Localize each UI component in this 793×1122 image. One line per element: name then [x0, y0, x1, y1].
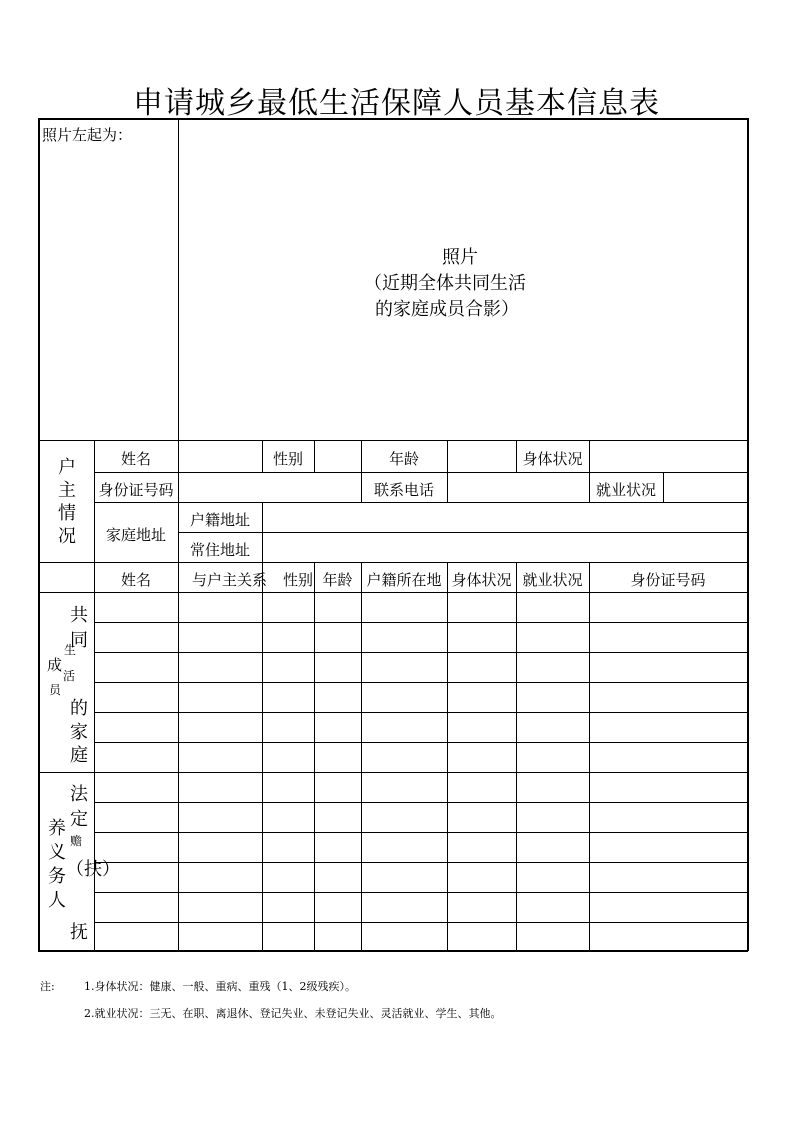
- table-bottom-border: [38, 950, 748, 952]
- label-char: 务: [48, 866, 66, 887]
- row-line: [94, 922, 748, 923]
- photo-placeholder-line: （近期全体共同生活: [364, 273, 526, 294]
- employment-label: 就业状况: [595, 481, 656, 499]
- row-line: [94, 502, 748, 503]
- gender-label: 性别: [272, 450, 303, 468]
- row-line: [38, 440, 748, 441]
- row-line: [94, 862, 748, 863]
- household-head-section-label: 户 主 情 况: [58, 457, 76, 547]
- label-char: 同: [70, 630, 88, 651]
- table-left-border: [38, 118, 40, 951]
- column-header-age: 年龄: [322, 571, 353, 589]
- label-char: 员: [49, 683, 62, 697]
- label-char: 抚: [70, 922, 88, 943]
- column-header-registered-place: 户籍所在地: [366, 571, 442, 589]
- row-line: [94, 472, 748, 473]
- label-char: （扶）: [66, 859, 120, 880]
- row-line: [38, 772, 748, 773]
- photo-placeholder-line: 照片: [442, 247, 478, 268]
- row-line: [94, 802, 748, 803]
- col-line: [178, 562, 179, 951]
- col-line: [178, 440, 179, 472]
- note-employment-status: 2.就业状况：三无、在职、离退休、登记失业、未登记失业、灵活就业、学生、其他。: [84, 1007, 502, 1020]
- col-line: [447, 440, 448, 472]
- label-char: 活: [63, 669, 76, 683]
- label-char: 生: [64, 643, 77, 657]
- col-line: [663, 472, 664, 502]
- col-line: [589, 562, 590, 951]
- col-line: [314, 440, 315, 472]
- phone-label: 联系电话: [373, 481, 434, 499]
- photo-order-label: 照片左起为：: [42, 126, 133, 144]
- column-header-health: 身体状况: [451, 571, 512, 589]
- col-line: [361, 562, 362, 951]
- label-char: 家: [70, 722, 88, 743]
- label-char: 养: [48, 818, 66, 839]
- column-header-name: 姓名: [120, 571, 151, 589]
- col-line: [447, 562, 448, 951]
- col-line: [262, 562, 263, 951]
- col-line: [447, 472, 448, 502]
- label-char: 的: [70, 698, 88, 719]
- photo-divider: [178, 118, 179, 440]
- row-line: [94, 712, 748, 713]
- home-address-label: 家庭地址: [105, 526, 166, 544]
- column-header-employment: 就业状况: [522, 571, 583, 589]
- row-line: [94, 652, 748, 653]
- row-line: [94, 622, 748, 623]
- age-label: 年龄: [388, 450, 419, 468]
- row-line: [94, 832, 748, 833]
- label-char: 庭: [70, 745, 88, 766]
- notes-prefix: 注:: [40, 980, 55, 993]
- col-line: [516, 562, 517, 951]
- registered-address-label: 户籍地址: [189, 511, 250, 529]
- label-char: 义: [48, 842, 66, 863]
- column-header-id-number: 身份证号码: [630, 571, 706, 589]
- photo-placeholder-line: 的家庭成员合影）: [375, 299, 519, 320]
- name-label: 姓名: [120, 450, 151, 468]
- column-header-gender: 性别: [282, 571, 313, 589]
- table-right-border: [747, 118, 749, 951]
- table-top-border: [38, 118, 748, 120]
- row-line: [94, 892, 748, 893]
- row-line: [38, 592, 748, 593]
- col-line: [178, 472, 179, 502]
- row-line: [38, 562, 748, 563]
- row-line: [94, 742, 748, 743]
- label-char: 成: [47, 656, 63, 674]
- id-number-label: 身份证号码: [98, 481, 174, 499]
- page-title: 申请城乡最低生活保障人员基本信息表: [133, 86, 660, 121]
- label-char: 共: [70, 605, 88, 626]
- col-line: [589, 440, 590, 472]
- residence-address-label: 常住地址: [189, 541, 250, 559]
- row-line: [94, 682, 748, 683]
- health-label: 身体状况: [522, 450, 583, 468]
- label-char: 定: [70, 809, 88, 830]
- label-char: 法: [70, 784, 88, 805]
- label-char: 赡: [70, 834, 83, 848]
- note-health-status: 1.身体状况：健康、一般、重病、重残（1、2级残疾）。: [84, 980, 356, 993]
- column-header-relationship: 与户主关系: [192, 571, 268, 589]
- label-char: 人: [48, 890, 66, 911]
- col-line: [262, 502, 263, 562]
- col-line: [314, 562, 315, 951]
- row-line: [178, 532, 748, 533]
